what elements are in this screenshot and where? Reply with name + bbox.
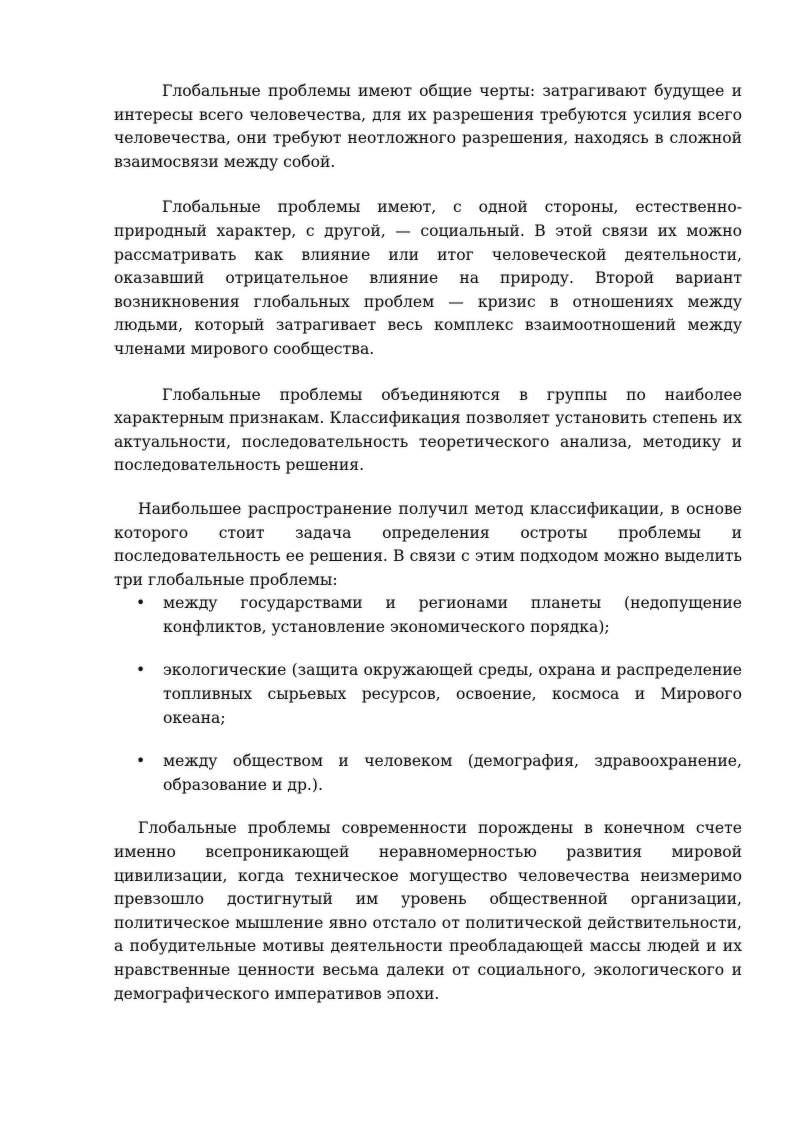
paragraph-nature-of-problems: Глобальные проблемы имеют, с одной стороны, естественно-природный характер, с другой, — социальный. В этой связи их можно рассматривать как влияние или итог человеческой деятельности, оказавший отрицательное влияние на природу. Второй вариант возникновения глобальных проблем — кризис в отношениях между людьми, который затрагивает весь комплекс взаимоотношений между членами мирового сообщества. [114,198,742,358]
paragraph-grouping: Глобальные проблемы объединяются в группы по наиболее характерным признакам. Классификация позволяет установить степень их актуальности, последовательность теоретического анализа, методику и последовательность решения. [114,385,742,475]
list-item [114,750,742,797]
paragraph-classification-method: Наибольшее распространение получил метод классификации, в основе которого стоит задача определения остроты проблемы и последовательность ее решения. В связи с этим подходом можно выделить три глобальные проблемы: [114,499,742,589]
bullet-icon: • [136,752,146,771]
paragraph-origins: Глобальные проблемы современности порождены в конечном счете именно всепроникающей неравномерностью развития мировой цивилизации, когда техническое могущество человечества неизмеримо превзошло достигнутый им уровень общественной организации, политическое мышление явно отстало от политической действительности, а побудительные мотивы деятельности преобладающей массы людей и их нравственные ценности весьма далеки от социального, экологического и демографического императивов эпохи. [114,819,742,1003]
paragraph-common-traits: Глобальные проблемы имеют общие черты: затрагивают будущее и интересы всего человечества, для их разрешения требуются усилия всего человечества, они требуют неотложного разрешения, находясь в сложной взаимосвязи между собой. [114,82,742,171]
bullet-icon: • [136,661,146,680]
document-page [114,80,742,1006]
bullet-icon: • [136,594,146,613]
list-item-text: между государствами и регионами планеты (недопущение конфликтов, установление экономического порядка); [163,594,742,636]
list-item-text: между обществом и человеком (демография, здравоохранение, образование и др.). [163,752,742,794]
list-item-text: экологические (защита окружающей среды, охрана и распределение топливных сырьевых ресурсов, освоение, космоса и Мирового океана; [163,661,742,727]
list-item [114,592,742,639]
problems-list [114,592,742,797]
list-item [114,659,742,730]
